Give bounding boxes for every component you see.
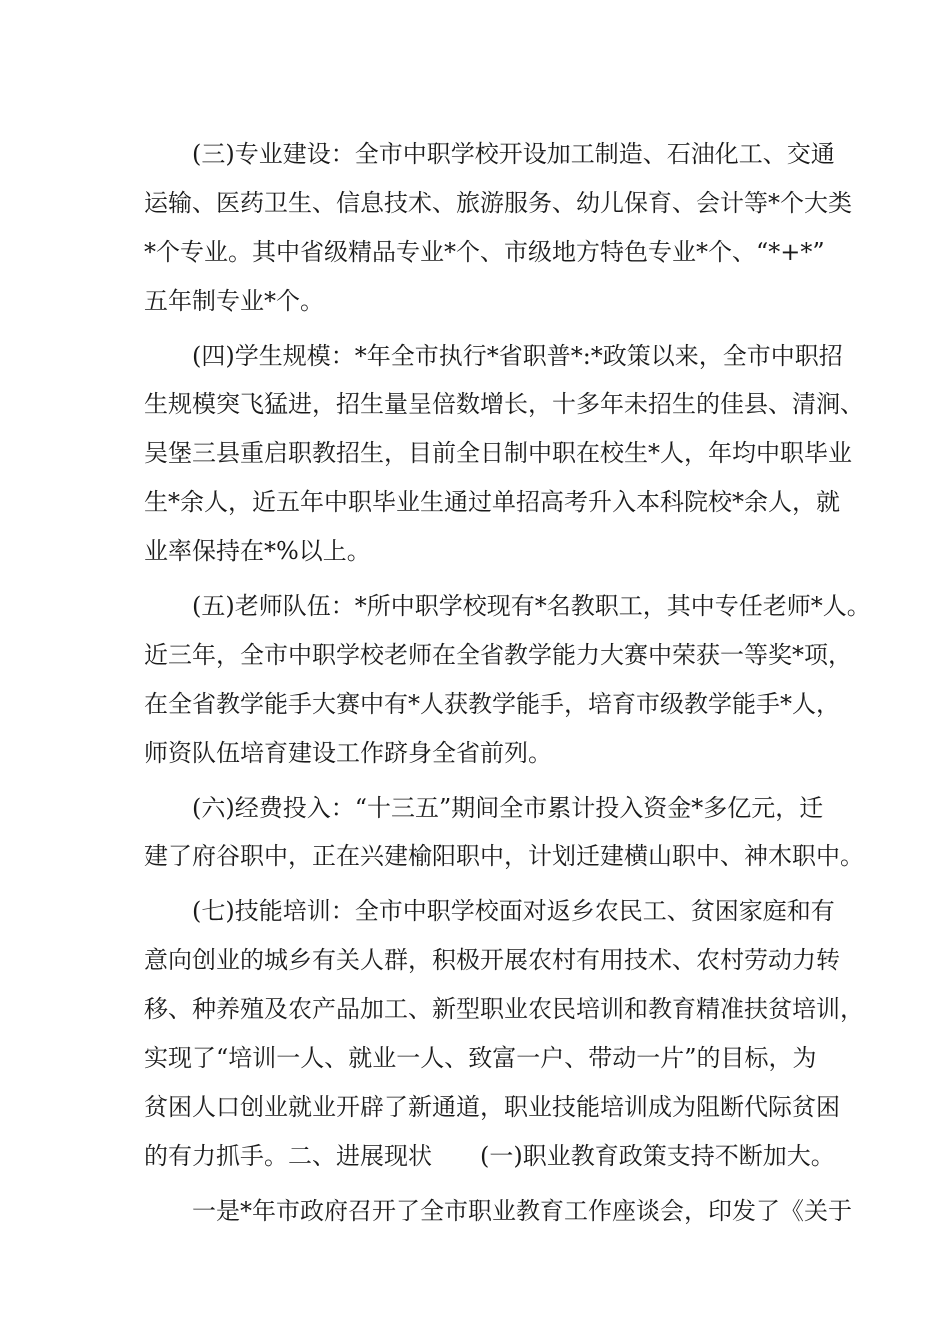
text-line: 在全省教学能手大赛中有*人获教学能手，培育市级教学能手*人， — [144, 689, 840, 718]
text-line: 生规模突飞猛进，招生量呈倍数增长，十多年未招生的佳县、清涧、 — [144, 390, 864, 419]
text-line: 五年制专业*个。 — [144, 286, 324, 315]
text-line: 贫困人口创业就业开辟了新通道，职业技能培训成为阻断代际贫困 — [144, 1092, 840, 1121]
text-line: 建了府谷职中，正在兴建榆阳职中，计划迁建横山职中、神木职中。 — [144, 842, 864, 871]
text-line: 的有力抓手。二、进展现状 (一)职业教育政策支持不断加大。 — [144, 1141, 835, 1170]
text-line: 运输、医药卫生、信息技术、旅游服务、幼儿保育、会计等*个大类 — [144, 188, 852, 217]
text-line: 近三年，全市中职学校老师在全省教学能力大赛中荣获一等奖*项， — [144, 640, 852, 669]
text-line: (四)学生规模：*年全市执行*省职普*:*政策以来，全市中职招 — [144, 341, 843, 370]
text-line: 师资队伍培育建设工作跻身全省前列。 — [144, 738, 552, 767]
text-line: (五)老师队伍：*所中职学校现有*名教职工，其中专任老师*人。 — [144, 592, 871, 621]
text-line: *个专业。其中省级精品专业*个、市级地方特色专业*个、“*+*” — [144, 237, 825, 266]
text-line: (三)专业建设：全市中职学校开设加工制造、石油化工、交通 — [144, 140, 835, 168]
text-line: 业率保持在*%以上。 — [144, 537, 371, 566]
text-line: (七)技能培训：全市中职学校面对返乡农民工、贫困家庭和有 — [144, 897, 835, 926]
text-line: 吴堡三县重启职教招生，目前全日制中职在校生*人，年均中职毕业 — [144, 439, 852, 468]
text-line: (六)经费投入：“十三五”期间全市累计投入资金*多亿元，迁 — [144, 793, 824, 822]
text-line: 一是*年市政府召开了全市职业教育工作座谈会，印发了《关于 — [144, 1196, 852, 1225]
text-line: 生*余人，近五年中职毕业生通过单招高考升入本科院校*余人，就 — [144, 488, 840, 517]
text-line: 移、种养殖及农产品加工、新型职业农民培训和教育精准扶贫培训， — [144, 995, 864, 1024]
document-body — [144, 130, 871, 1236]
text-line: 意向创业的城乡有关人群，积极开展农村有用技术、农村劳动力转 — [144, 946, 840, 975]
text-line: 实现了“培训一人、就业一人、致富一户、带动一片”的目标，为 — [144, 1044, 817, 1073]
